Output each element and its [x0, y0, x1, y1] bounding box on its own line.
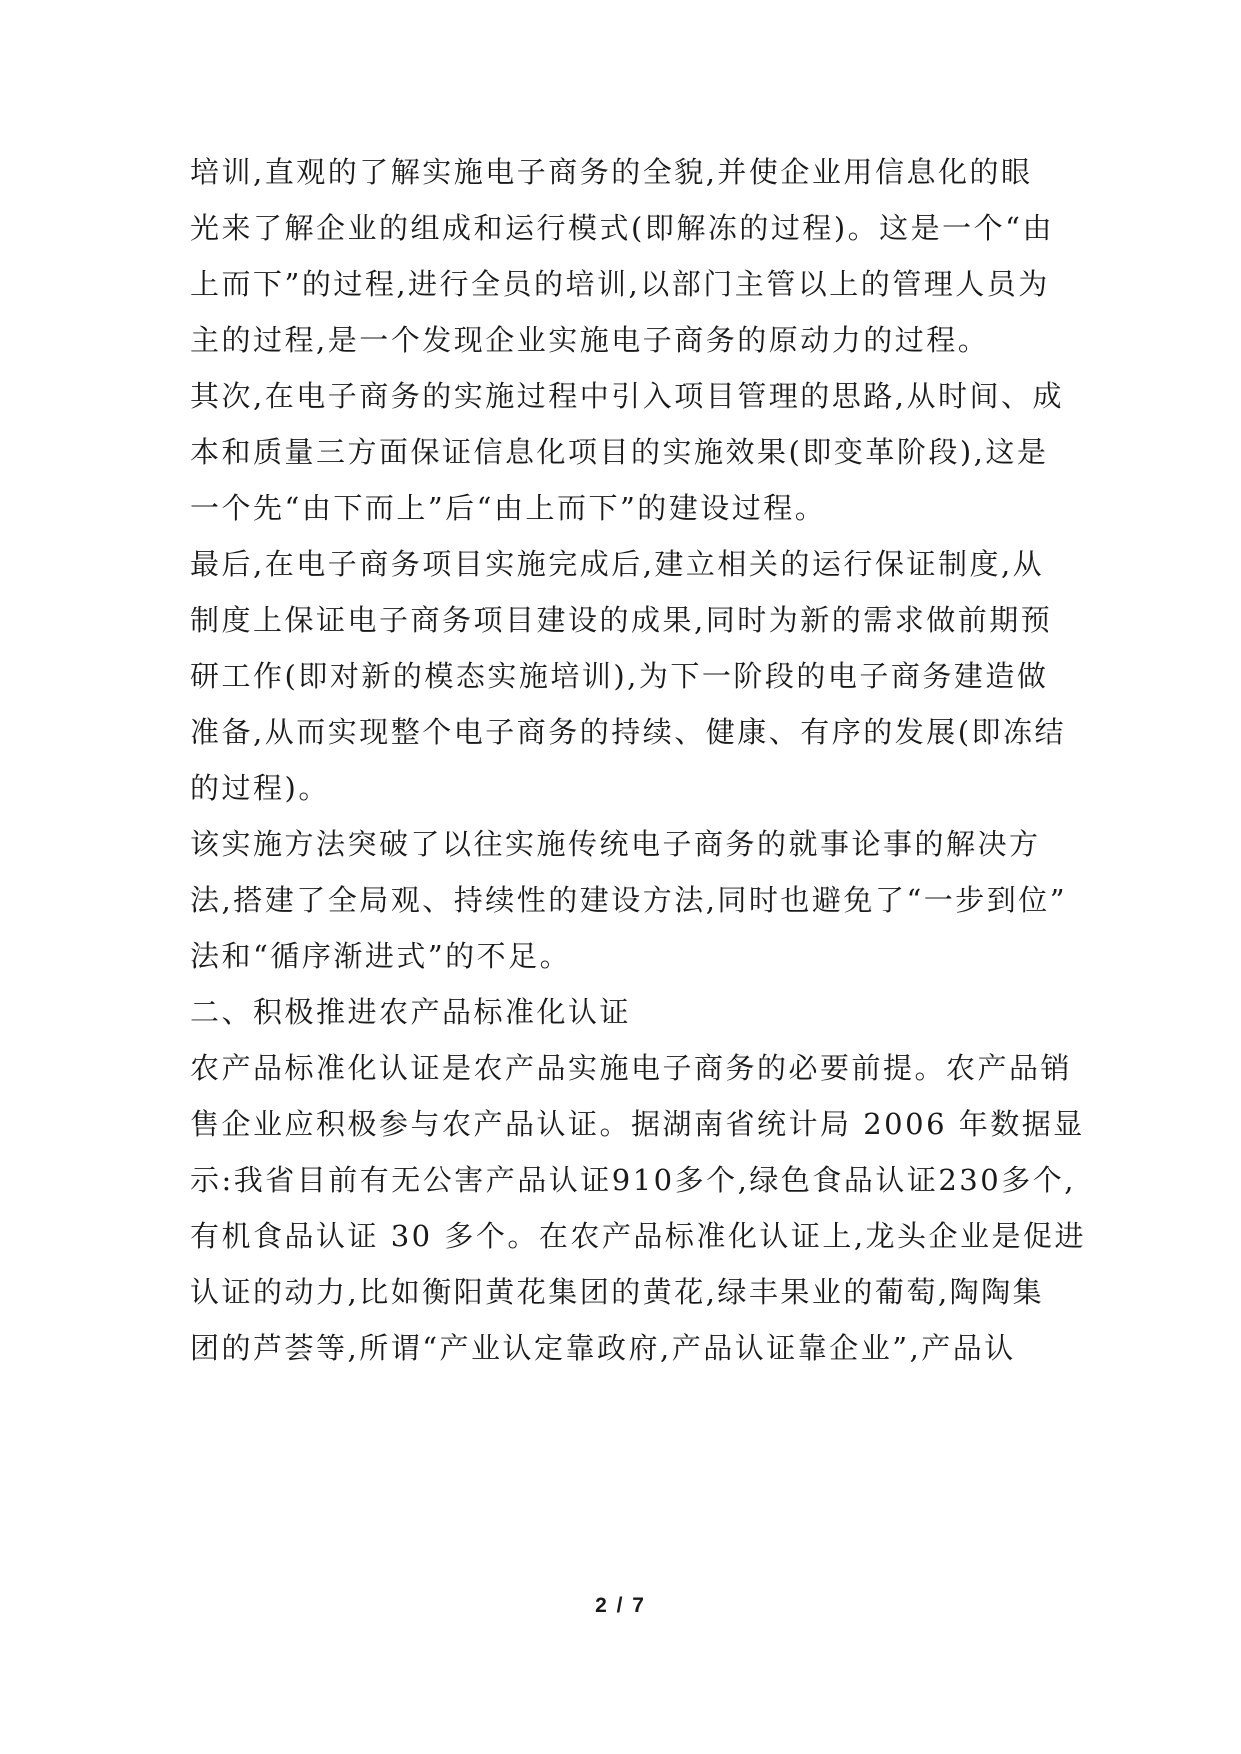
text-line: 光来了解企业的组成和运行模式(即解冻的过程)。这是一个“由 — [190, 211, 1054, 245]
text-line: 上而下”的过程,进行全员的培训,以部门主管以上的管理人员为 — [190, 267, 1050, 301]
text-line: 示:我省目前有无公害产品认证910多个,绿色食品认证230多个, — [190, 1163, 1076, 1197]
text-line: 农产品标准化认证是农产品实施电子商务的必要前提。农产品销 — [190, 1051, 1073, 1085]
text-line: 培训,直观的了解实施电子商务的全貌,并使企业用信息化的眼 — [190, 155, 1033, 189]
text-line: 团的芦荟等,所谓“产业认定靠政府,产品认证靠企业”,产品认 — [190, 1331, 1016, 1365]
text-line: 认证的动力,比如衡阳黄花集团的黄花,绿丰果业的葡萄,陶陶集 — [190, 1275, 1045, 1309]
text-line: 法和“循序渐进式”的不足。 — [190, 939, 572, 973]
text-line: 有机食品认证 30 多个。在农产品标准化认证上,龙头企业是促进 — [190, 1219, 1087, 1253]
text-line: 本和质量三方面保证信息化项目的实施效果(即变革阶段),这是 — [190, 435, 1049, 469]
text-line: 最后,在电子商务项目实施完成后,建立相关的运行保证制度,从 — [190, 547, 1045, 581]
text-line: 主的过程,是一个发现企业实施电子商务的原动力的过程。 — [190, 323, 990, 357]
section-heading: 二、积极推进农产品标准化认证 — [190, 995, 632, 1029]
text-line: 准备,从而实现整个电子商务的持续、健康、有序的发展(即冻结 — [190, 715, 1067, 749]
text-line: 一个先“由下而上”后“由上而下”的建设过程。 — [190, 491, 827, 525]
text-line: 该实施方法突破了以往实施传统电子商务的就事论事的解决方 — [190, 827, 1041, 861]
text-line: 的过程)。 — [190, 771, 330, 805]
text-line: 其次,在电子商务的实施过程中引入项目管理的思路,从时间、成 — [190, 379, 1064, 413]
text-line: 法,搭建了全局观、持续性的建设方法,同时也避免了“一步到位” — [190, 883, 1068, 917]
text-line: 研工作(即对新的模态实施培训),为下一阶段的电子商务建造做 — [190, 659, 1049, 693]
text-line: 售企业应积极参与农产品认证。据湖南省统计局 2006 年数据显 — [190, 1107, 1085, 1141]
page-number: 2 / 7 — [595, 1594, 646, 1617]
text-line: 制度上保证电子商务项目建设的成果,同时为新的需求做前期预 — [190, 603, 1053, 637]
